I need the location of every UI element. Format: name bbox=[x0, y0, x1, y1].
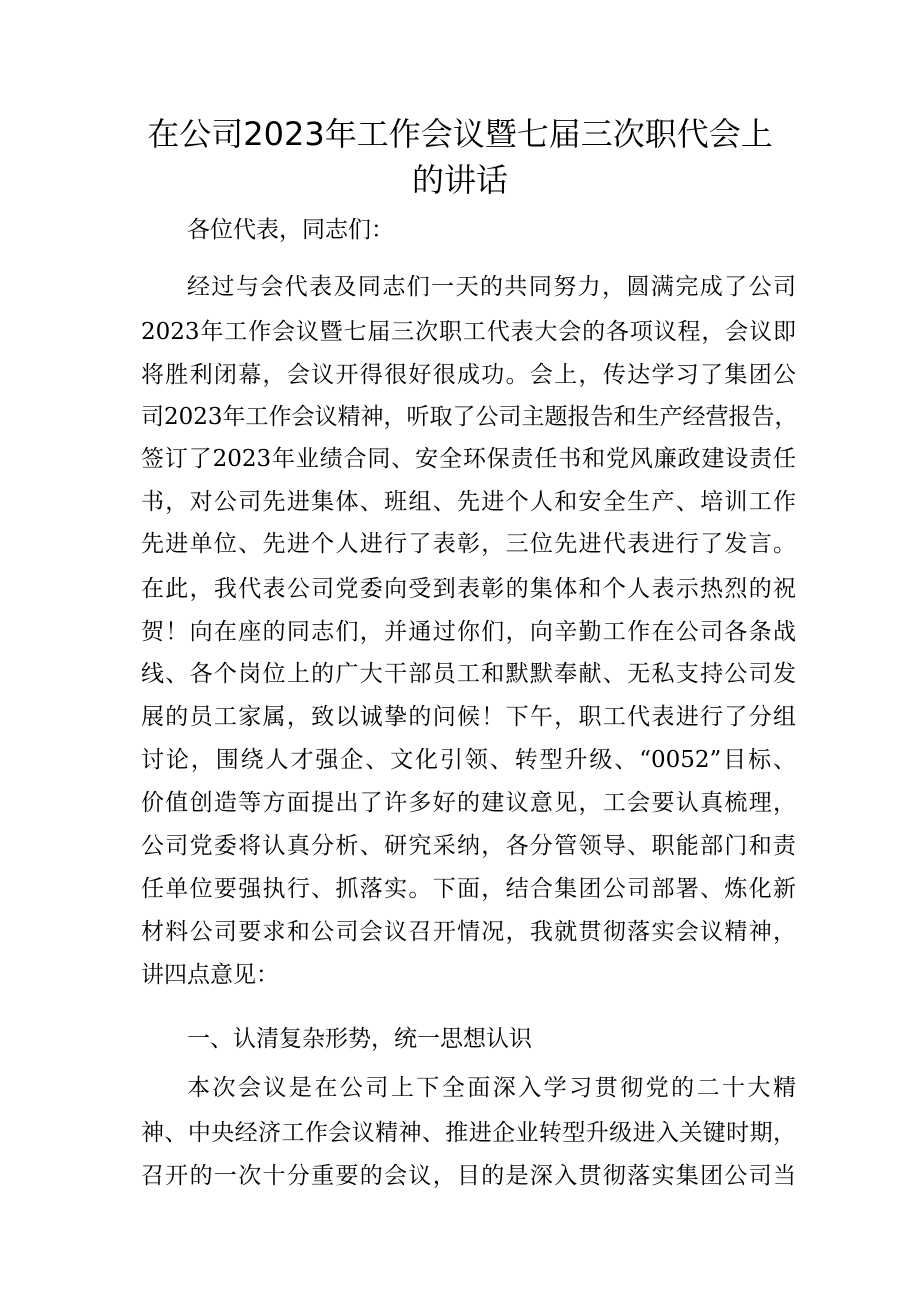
salutation: 各位代表，同志们： bbox=[187, 217, 394, 243]
document-title-line-2: 的讲话 bbox=[411, 161, 508, 199]
paragraph-line: 讲四点意见： bbox=[141, 962, 279, 988]
paragraph-line: 签订了2023年业绩合同、安全环保责任书和党风廉政建设责任 bbox=[141, 446, 796, 472]
paragraph-line: 2023年工作会议暨七届三次职工代表大会的各项议程，会议即 bbox=[141, 319, 796, 345]
paragraph-line: 召开的一次十分重要的会议，目的是深入贯彻落实集团公司当 bbox=[141, 1163, 796, 1189]
paragraph-line: 线、各个岗位上的广大干部员工和默默奉献、无私支持公司发 bbox=[141, 661, 796, 687]
paragraph-line: 贺！向在座的同志们，并通过你们，向辛勤工作在公司各条战 bbox=[141, 619, 796, 645]
paragraph-line: 任单位要强执行、抓落实。下面，结合集团公司部署、炼化新 bbox=[141, 876, 796, 902]
paragraph-line: 司2023年工作会议精神，听取了公司主题报告和生产经营报告， bbox=[141, 404, 798, 430]
paragraph-line: 讨论，围绕人才强企、文化引领、转型升级、“0052”目标、 bbox=[141, 747, 796, 773]
paragraph-line: 材料公司要求和公司会议召开情况，我就贯彻落实会议精神， bbox=[141, 919, 796, 945]
document-title-line-1: 在公司2023年工作会议暨七届三次职代会上 bbox=[147, 115, 773, 153]
paragraph-line: 公司党委将认真分析、研究采纳，各分管领导、职能部门和责 bbox=[141, 833, 796, 859]
paragraph-line: 神、中央经济工作会议精神、推进企业转型升级进入关键时期， bbox=[141, 1120, 796, 1146]
paragraph-line: 本次会议是在公司上下全面深入学习贯彻党的二十大精 bbox=[187, 1075, 796, 1101]
paragraph-line: 经过与会代表及同志们一天的共同努力，圆满完成了公司 bbox=[187, 274, 796, 300]
paragraph-line: 将胜利闭幕，会议开得很好很成功。会上，传达学习了集团公 bbox=[141, 362, 796, 388]
document-body bbox=[141, 0, 796, 1301]
section-heading: 一、认清复杂形势，统一思想认识 bbox=[187, 1026, 532, 1052]
paragraph-line: 价值创造等方面提出了许多好的建议意见，工会要认真梳理， bbox=[141, 790, 796, 816]
paragraph-line: 在此，我代表公司党委向受到表彰的集体和个人表示热烈的祝 bbox=[141, 576, 796, 602]
paragraph-line: 书，对公司先进集体、班组、先进个人和安全生产、培训工作 bbox=[141, 489, 796, 515]
paragraph-line: 先进单位、先进个人进行了表彰，三位先进代表进行了发言。 bbox=[141, 531, 796, 557]
paragraph-line: 展的员工家属，致以诚挚的问候！下午，职工代表进行了分组 bbox=[141, 704, 796, 730]
